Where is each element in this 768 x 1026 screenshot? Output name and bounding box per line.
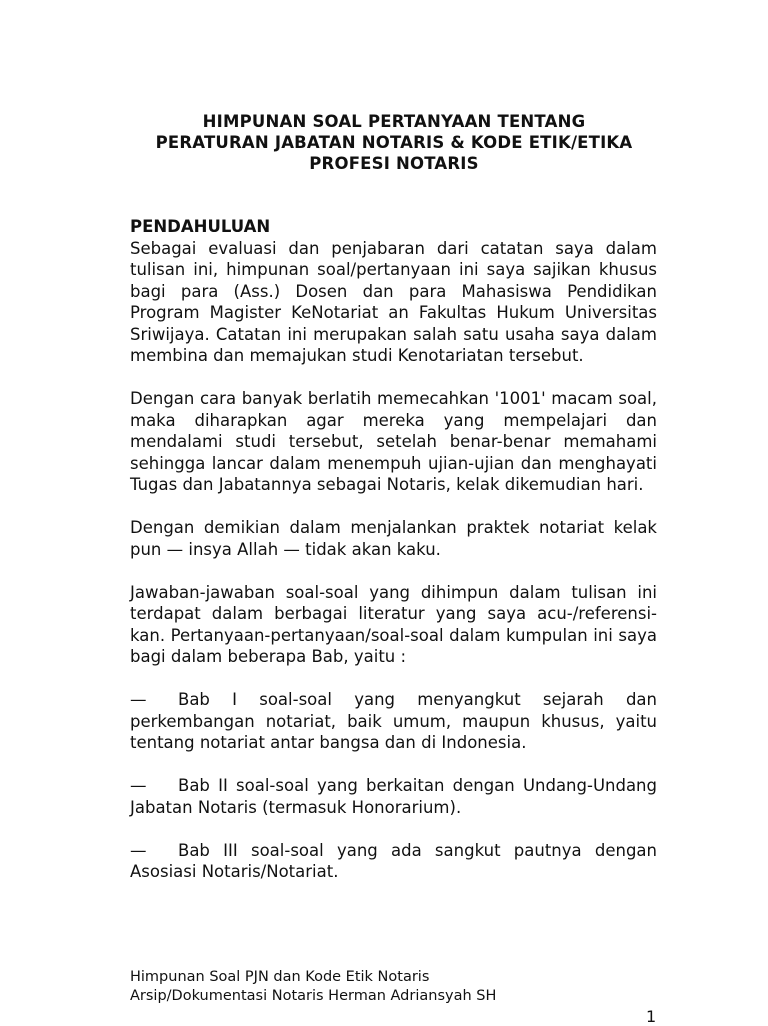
bullet-text: Bab II soal-soal yang berkaitan dengan Undang-Undang Jabatan Notaris (termasuk Honorarium).	[130, 776, 657, 817]
title-line-2: PERATURAN JABATAN NOTARIS & KODE ETIK/ETIKA	[155, 133, 633, 152]
paragraph-2: Dengan cara banyak berlatih memecahkan '1001' macam soal, maka diharapkan agar mereka yang mempelajari dan mendalami studi tersebut, setelah benar-benar memahami sehingga lancar dalam menempuh ujian-ujian dan menghayati Tugas dan Jabatannya sebagai Notaris, kelak dikemudian hari.	[130, 389, 657, 494]
footer-line-1: Himpunan Soal PJN dan Kode Etik Notaris	[130, 969, 430, 985]
document-title	[100, 111, 688, 174]
bullet-text: Bab I soal-soal yang menyangkut sejarah dan perkembangan notariat, baik umum, maupun khusus, yaitu tentang notariat antar bangsa dan di Indonesia.	[130, 690, 657, 752]
bullet-text: Bab III soal-soal yang ada sangkut pautnya dengan Asosiasi Notaris/Notariat.	[130, 840, 657, 881]
title-line-3: PROFESI NOTARIS	[309, 154, 479, 173]
bullet-dash: —	[130, 840, 147, 860]
page-footer	[130, 968, 496, 1006]
section-heading: PENDAHULUAN	[130, 217, 271, 236]
bullet-dash: —	[130, 690, 147, 709]
bullet-item-bab-3	[130, 840, 657, 883]
bullet-dash: —	[130, 776, 147, 795]
bullet-item-bab-2	[130, 775, 657, 818]
paragraph-1: Sebagai evaluasi dan penjabaran dari catatan saya dalam tulisan ini, himpunan soal/pertanyaan ini saya sajikan khusus bagi para (Ass.) Dosen dan para Mahasiswa Pendidikan Program Magister KeNotariat an Fakultas Hukum Universitas Sriwijaya. Catatan ini merupakan salah satu usaha saya dalam membina dan memajukan studi Kenotariatan tersebut.	[130, 238, 657, 365]
title-line-1: HIMPUNAN SOAL PERTANYAAN TENTANG	[202, 112, 586, 131]
page-number: 1	[646, 1007, 657, 1026]
document-body	[130, 216, 657, 904]
footer-line-2: Arsip/Dokumentasi Notaris Herman Adriansyah SH	[130, 988, 497, 1004]
bullet-item-bab-1	[130, 689, 657, 754]
paragraph-3: Dengan demikian dalam menjalankan praktek notariat kelak pun — insya Allah — tidak akan kaku.	[130, 518, 657, 559]
paragraph-4: Jawaban-jawaban soal-soal yang dihimpun dalam tulisan ini terdapat dalam berbagai literatur yang saya acu-/referensi-kan. Pertanyaan-pertanyaan/soal-soal dalam kumpulan ini saya bagi dalam beberapa Bab, yaitu :	[130, 582, 657, 666]
